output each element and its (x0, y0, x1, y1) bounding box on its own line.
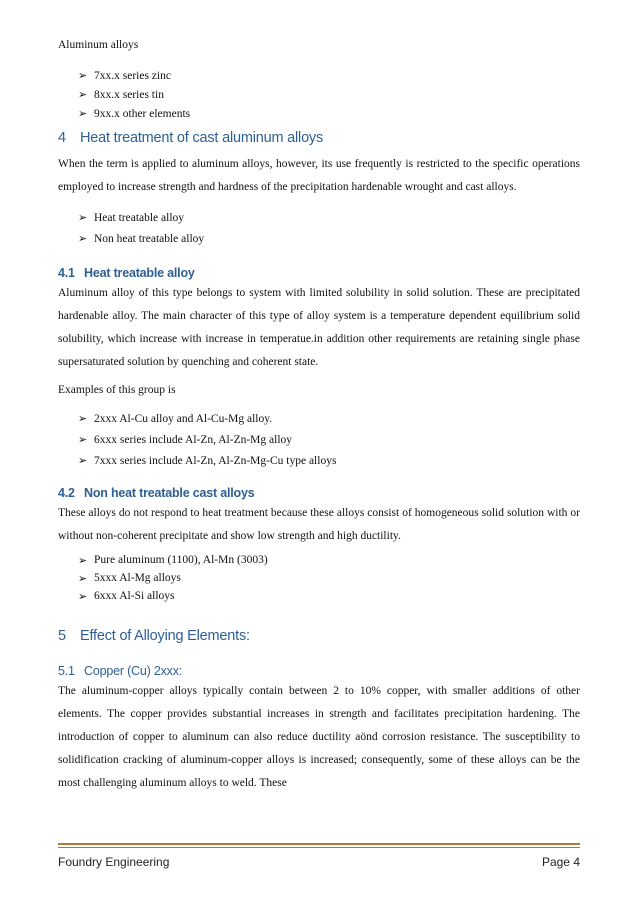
section-4-paragraph: When the term is applied to aluminum alloys, however, its use frequently is restricted to the specific operations employed to increase strength and hardness of the precipitation hardenable wrought and cast alloys. (58, 158, 580, 193)
footer-rule (58, 843, 580, 845)
section-5-1-heading: 5.1 Copper (Cu) 2xxx: (58, 664, 183, 678)
intro-text: Aluminum alloys (58, 39, 139, 51)
section-4-1-heading: 4.1 Heat treatable alloy (58, 266, 195, 280)
list-item: ➢ 6xxx series include Al-Zn, Al-Zn-Mg alloy (78, 433, 293, 446)
section-5-heading: 5 Effect of Alloying Elements: (58, 628, 250, 644)
arrow-bullet-icon: ➢ (78, 413, 88, 425)
arrow-bullet-icon: ➢ (78, 455, 88, 467)
footer-title: Foundry Engineering (58, 855, 170, 869)
list-item: ➢ Heat treatable alloy (78, 211, 185, 224)
page-number: Page 4 (541, 855, 580, 869)
arrow-bullet-icon: ➢ (78, 108, 88, 120)
list-item: ➢ 2xxx Al-Cu alloy and Al-Cu-Mg alloy. (78, 412, 273, 425)
list-item: ➢ 8xx.x series tin (78, 88, 164, 101)
list-item: ➢ 7xx.x series zinc (78, 69, 171, 82)
arrow-bullet-icon: ➢ (78, 233, 88, 245)
arrow-bullet-icon: ➢ (78, 590, 88, 603)
list-item: ➢ 7xxx series include Al-Zn, Al-Zn-Mg-Cu type alloys (78, 454, 337, 467)
arrow-bullet-icon: ➢ (78, 554, 88, 567)
section-4-list (58, 207, 580, 249)
intro-list (58, 66, 580, 123)
page-footer (58, 855, 580, 869)
section-4-1-list (58, 408, 580, 471)
arrow-bullet-icon: ➢ (78, 212, 88, 224)
section-4-heading: 4 Heat treatment of cast aluminum alloys (58, 130, 324, 146)
list-item: ➢ 5xxx Al-Mg alloys (78, 572, 181, 585)
section-4-2-paragraph: These alloys do not respond to heat treatment because these alloys consist of homogeneous solid solution with or without non-coherent precipitate and show low strength and high ductility. (58, 507, 580, 542)
page-content (58, 0, 580, 795)
list-item: ➢ 6xxx Al-Si alloys (78, 590, 175, 603)
arrow-bullet-icon: ➢ (78, 89, 88, 101)
arrow-bullet-icon: ➢ (78, 70, 88, 82)
section-4-2-list (58, 551, 580, 605)
section-4-1-examples: Examples of this group is (58, 384, 176, 396)
section-5-1-paragraph: The aluminum-copper alloys typically contain between 2 to 10% copper, with smaller additions of other elements. The copper provides substantial increases in strength and facilitates precipitation hardening. The introduction of copper to aluminum can also reduce ductility aönd corrosion resistance. The susceptibility to solidification cracking of aluminum-copper alloys is increased; consequently, some of these alloys can be the most challenging aluminum alloys to weld. These (58, 685, 580, 789)
list-item: ➢ Non heat treatable alloy (78, 232, 205, 245)
arrow-bullet-icon: ➢ (78, 572, 88, 585)
arrow-bullet-icon: ➢ (78, 434, 88, 446)
list-item: ➢ 9xx.x other elements (78, 107, 191, 120)
list-item: ➢ Pure aluminum (1100), Al-Mn (3003) (78, 554, 268, 567)
section-4-2-heading: 4.2 Non heat treatable cast alloys (58, 486, 255, 500)
footer-rule-thin (58, 847, 580, 848)
section-4-1-paragraph: Aluminum alloy of this type belongs to system with limited solubility in solid solution. These are precipitated hardenable alloy. The main character of this type of alloy system is a temperature dependent equilibrium solid solubility, which increase with increase in temperatue.in addition other requirements are retaining single phase supersaturated solution by quenching and coherent state. (58, 287, 580, 368)
